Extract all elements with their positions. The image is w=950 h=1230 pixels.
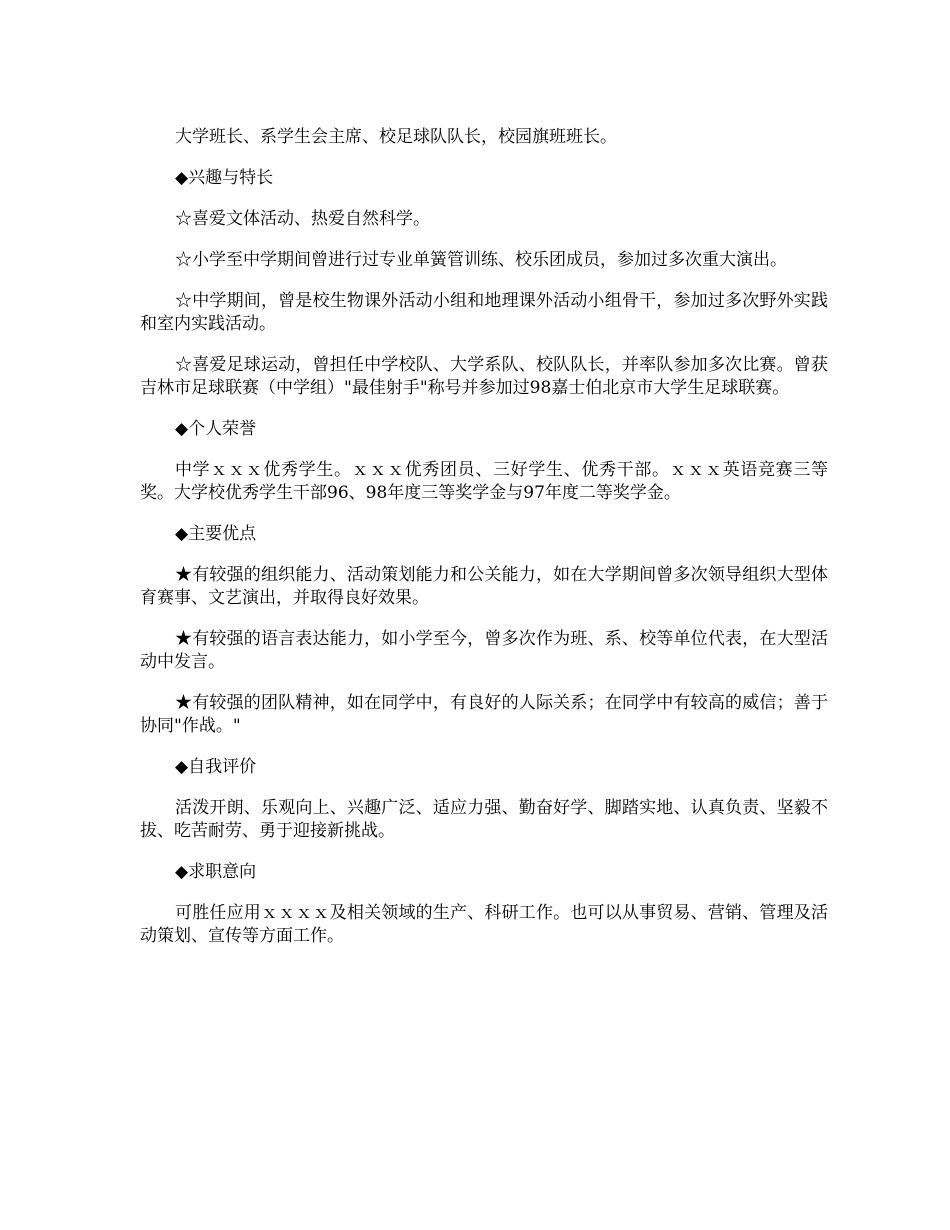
section-heading-strengths: ◆主要优点: [175, 524, 257, 544]
section-heading-job-objective: ◆求职意向: [175, 862, 257, 882]
paragraph-honors: 中学ｘｘｘ优秀学生。ｘｘｘ优秀团员、三好学生、优秀干部。ｘｘｘ英语竞赛三等奖。大学校优秀学生干部96、98年度三等奖学金与97年度二等奖学金。: [140, 460, 828, 503]
section-heading-interests: ◆兴趣与特长: [175, 168, 274, 188]
paragraph-interest-clarinet: ☆小学至中学期间曾进行过专业单簧管训练、校乐团成员，参加过多次重大演出。: [175, 250, 787, 270]
paragraph-job-objective: 可胜任应用ｘｘｘｘ及相关领域的生产、科研工作。也可以从事贸易、营销、管理及活动策划、宣传等方面工作。: [140, 903, 828, 946]
paragraph-interest-extracurricular: ☆中学期间，曾是校生物课外活动小组和地理课外活动小组骨干，参加过多次野外实践和室内实践活动。: [140, 291, 828, 334]
paragraph-strength-teamwork: ★有较强的团队精神，如在同学中，有良好的人际关系；在同学中有较高的威信；善于协同"作战。": [140, 693, 828, 736]
section-heading-self-evaluation: ◆自我评价: [175, 757, 257, 777]
paragraph-self-evaluation: 活泼开朗、乐观向上、兴趣广泛、适应力强、勤奋好学、脚踏实地、认真负责、坚毅不拔、吃苦耐劳、勇于迎接新挑战。: [140, 798, 828, 841]
document-body: [140, 126, 828, 966]
paragraph-strength-speaking: ★有较强的语言表达能力，如小学至今，曾多次作为班、系、校等单位代表，在大型活动中发言。: [140, 629, 828, 672]
section-heading-honors: ◆个人荣誉: [175, 419, 257, 439]
paragraph-interest-arts-science: ☆喜爱文体活动、热爱自然科学。: [175, 209, 430, 229]
paragraph-leadership-roles: 大学班长、系学生会主席、校足球队队长，校园旗班班长。: [175, 127, 617, 147]
paragraph-interest-football: ☆喜爱足球运动，曾担任中学校队、大学系队、校队队长，并率队参加多次比赛。曾获吉林市足球联赛（中学组）"最佳射手"称号并参加过98嘉士伯北京市大学生足球联赛。: [140, 355, 828, 398]
paragraph-strength-organization: ★有较强的组织能力、活动策划能力和公关能力，如在大学期间曾多次领导组织大型体育赛事、文艺演出，并取得良好效果。: [140, 565, 828, 608]
